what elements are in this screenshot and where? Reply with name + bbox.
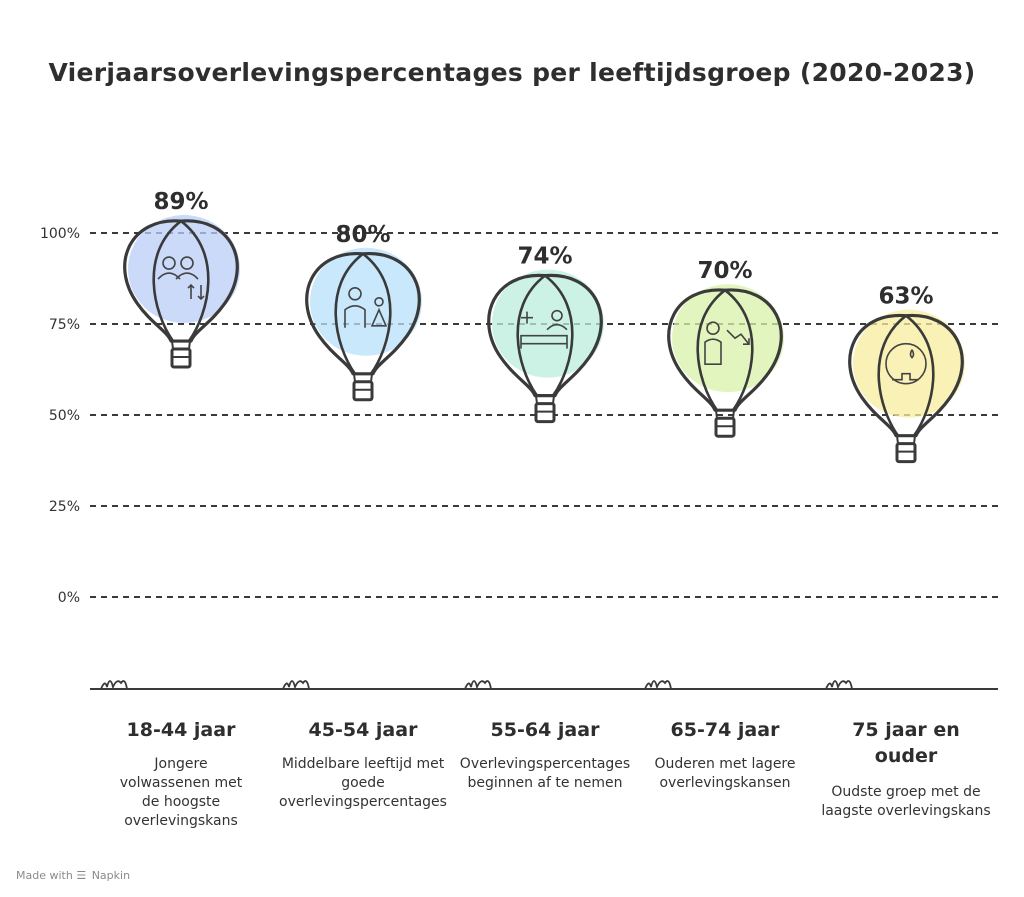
category-description: Ouderen met lagere overlevingskansen xyxy=(654,756,796,791)
category-2 xyxy=(268,717,458,812)
category-4 xyxy=(630,717,820,793)
ground-tuft xyxy=(101,681,127,689)
category-description: Jongere volwassenen met de hoogste overlevingskans xyxy=(119,756,243,829)
value-label: 80% xyxy=(335,221,391,248)
balloon-bar xyxy=(850,310,965,462)
category-name: 55-64 jaar xyxy=(490,719,600,741)
category-3 xyxy=(450,717,640,793)
category-description: Middelbare leeftijd met goede overlevingspercentages xyxy=(279,756,447,810)
category-name: 65-74 jaar xyxy=(670,719,780,741)
ground-tuft xyxy=(645,681,671,689)
balloon-bar xyxy=(489,270,604,422)
category-1 xyxy=(86,717,276,831)
category-name: 45-54 jaar xyxy=(308,719,418,741)
chart-title: Vierjaarsoverlevingspercentages per leeftijdsgroep (2020-2023) xyxy=(48,58,976,87)
y-tick-label: 0% xyxy=(57,590,80,606)
value-label: 74% xyxy=(517,243,573,270)
balloon-bar xyxy=(307,248,422,400)
value-label: 63% xyxy=(878,283,934,310)
made-with-text: Made with xyxy=(16,869,73,882)
category-name: 18-44 jaar xyxy=(126,719,236,741)
ground-tuft xyxy=(465,681,491,689)
value-label: 70% xyxy=(697,258,753,285)
ground-tuft xyxy=(283,681,309,689)
category-5 xyxy=(811,717,1001,821)
footer xyxy=(16,869,130,882)
y-tick-label: 100% xyxy=(39,226,80,242)
category-description: Overlevingspercentages beginnen af te nemen xyxy=(459,756,631,791)
y-tick-label: 75% xyxy=(48,317,80,333)
y-tick-label: 50% xyxy=(48,408,80,424)
category-name: 75 jaar en ouder xyxy=(852,719,960,767)
brand-name: Napkin xyxy=(91,869,131,882)
y-tick-label: 25% xyxy=(48,499,80,515)
napkin-logo-icon: ☰ xyxy=(76,869,87,882)
category-description: Oudste groep met de laagste overlevingskans xyxy=(821,784,991,819)
value-label: 89% xyxy=(153,189,209,216)
balloon-bar xyxy=(669,284,784,436)
ground-tuft xyxy=(826,681,852,689)
balloon-bar xyxy=(125,215,240,367)
